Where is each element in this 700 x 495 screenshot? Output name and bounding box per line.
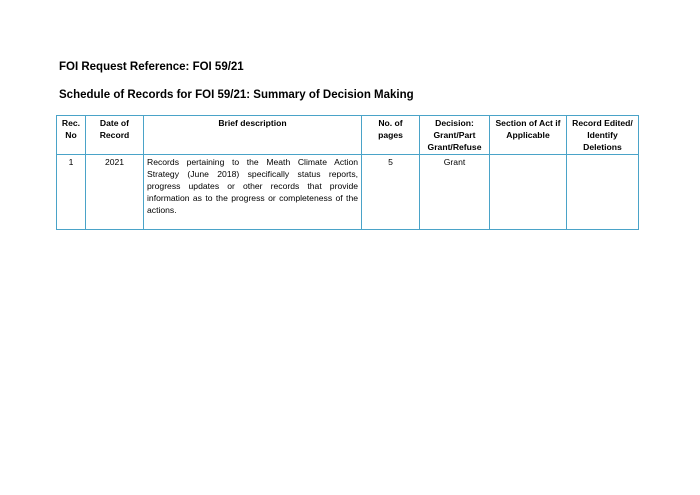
cell-no-of-pages xyxy=(362,155,420,230)
cell-record-edited xyxy=(567,155,639,230)
table-header-row xyxy=(57,116,639,155)
cell-no-of-pages-value: 5 xyxy=(388,157,393,167)
table-row xyxy=(57,155,639,230)
header-decision: Decision: Grant/Part Grant/Refuse xyxy=(420,116,490,155)
cell-brief-description: Records pertaining to the Meath Climate Action Strategy (June 2018) specifically status reports, progress updates or other records that provide information as to the progress or completeness of the actions. xyxy=(144,155,362,230)
schedule-title: Schedule of Records for FOI 59/21: Summary of Decision Making xyxy=(59,89,414,101)
header-no-of-pages: No. of pages xyxy=(362,116,420,155)
records-table xyxy=(56,115,639,230)
cell-section-of-act xyxy=(490,155,567,230)
header-date-of-record: Date of Record xyxy=(86,116,144,155)
cell-rec-no: 1 xyxy=(57,155,86,230)
header-rec-no: Rec. No xyxy=(57,116,86,155)
header-brief-description: Brief description xyxy=(144,116,362,155)
cell-decision: Grant xyxy=(420,155,490,230)
cell-date-of-record: 2021 xyxy=(86,155,144,230)
reference-title: FOI Request Reference: FOI 59/21 xyxy=(59,61,244,73)
header-section-of-act: Section of Act if Applicable xyxy=(490,116,567,155)
header-record-edited: Record Edited/ Identify Deletions xyxy=(567,116,639,155)
